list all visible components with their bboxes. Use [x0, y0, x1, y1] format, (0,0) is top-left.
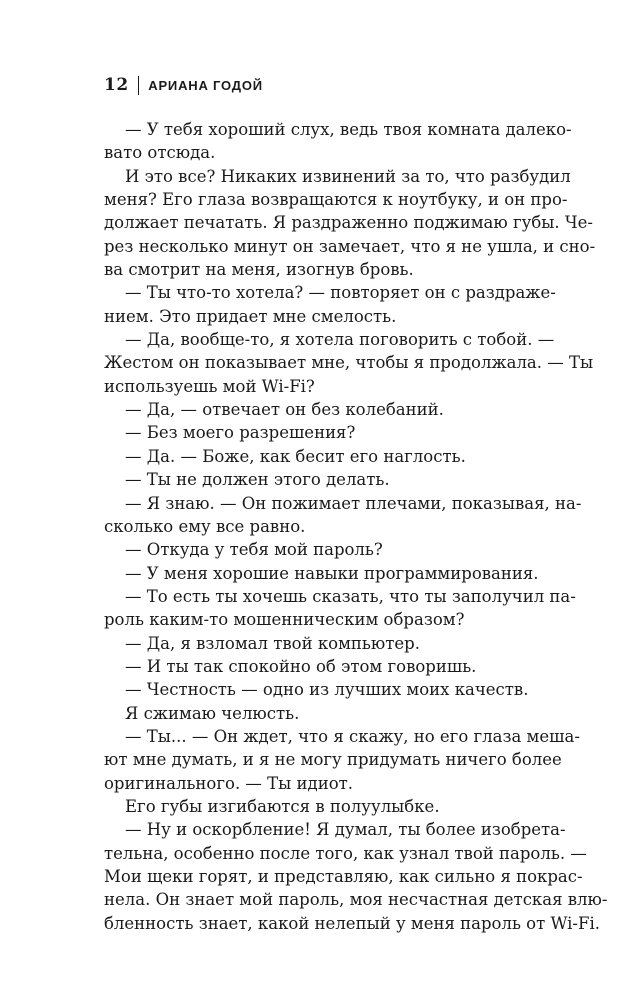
- text-line: — Без моего разрешения?: [125, 423, 356, 443]
- text-line: меня? Его глаза возвращаются к ноутбуку, и он про-: [104, 190, 568, 210]
- text-line: оригинального. — Ты идиот.: [104, 773, 354, 793]
- body-text: [104, 118, 608, 935]
- text-line: — У меня хорошие навыки программирования.: [125, 563, 539, 583]
- page-number: 12: [104, 75, 129, 95]
- running-head: [104, 75, 263, 95]
- text-line: Жестом он показывает мне, чтобы я продолжала. — Ты: [104, 353, 594, 373]
- text-line: Мои щеки горят, и представляю, как сильно я покрас-: [104, 867, 583, 886]
- text-line: Я сжимаю челюсть.: [125, 703, 300, 723]
- text-line: роль каким-то мошенническим образом?: [104, 610, 465, 630]
- text-line: — Я знаю. — Он пожимает плечами, показывая, на-: [125, 493, 582, 513]
- text-line: — Да. — Боже, как бесит его наглость.: [125, 446, 466, 466]
- text-line: бленность знает, какой нелепый у меня пароль от Wi-Fi.: [104, 913, 600, 933]
- text-line: — Ну и оскорбление! Я думал, ты более изобрета-: [125, 820, 566, 840]
- text-line: — Честность — одно из лучших моих качеств.: [125, 680, 529, 700]
- text-line: ва смотрит на меня, изогнув бровь.: [104, 260, 414, 280]
- text-line: нела. Он знает мой пароль, моя несчастная детская влю-: [104, 890, 608, 910]
- text-line: — То есть ты хочешь сказать, что ты заполучил па-: [125, 586, 576, 606]
- text-line: — Да, я взломал твой компьютер.: [125, 633, 420, 653]
- text-line: используешь мой Wi-Fi?: [104, 376, 315, 396]
- text-line: должает печатать. Я раздраженно поджимаю губы. Че-: [104, 213, 593, 233]
- text-line: — Ты не должен этого делать.: [125, 470, 390, 490]
- text-line: нием. Это придает мне смелость.: [104, 306, 397, 326]
- text-line: — Откуда у тебя мой пароль?: [125, 540, 383, 560]
- text-line: сколько ему все равно.: [104, 516, 306, 536]
- text-line: И это все? Никаких извинений за то, что разбудил: [125, 166, 571, 186]
- author-name: АРИАНА ГОДОЙ: [148, 77, 263, 93]
- text-line: — У тебя хороший слух, ведь твоя комната далеко-: [125, 120, 572, 139]
- text-line: — Ты... — Он ждет, что я скажу, но его глаза меша-: [125, 726, 580, 746]
- text-line: — Да, — отвечает он без колебаний.: [125, 400, 444, 420]
- header-divider: [138, 76, 140, 95]
- text-line: — И ты так спокойно об этом говоришь.: [125, 656, 477, 676]
- text-line: вато отсюда.: [104, 143, 216, 163]
- text-line: рез несколько минут он замечает, что я не ушла, и сно-: [104, 236, 596, 256]
- text-line: тельна, особенно после того, как узнал твой пароль. —: [104, 843, 587, 863]
- text-line: Его губы изгибаются в полуулыбке.: [125, 796, 440, 816]
- text-line: — Да, вообще-то, я хотела поговорить с тобой. —: [125, 330, 555, 350]
- text-line: ют мне думать, и я не могу придумать ничего более: [104, 750, 562, 770]
- text-line: — Ты что-то хотела? — повторяет он с раздраже-: [125, 283, 556, 303]
